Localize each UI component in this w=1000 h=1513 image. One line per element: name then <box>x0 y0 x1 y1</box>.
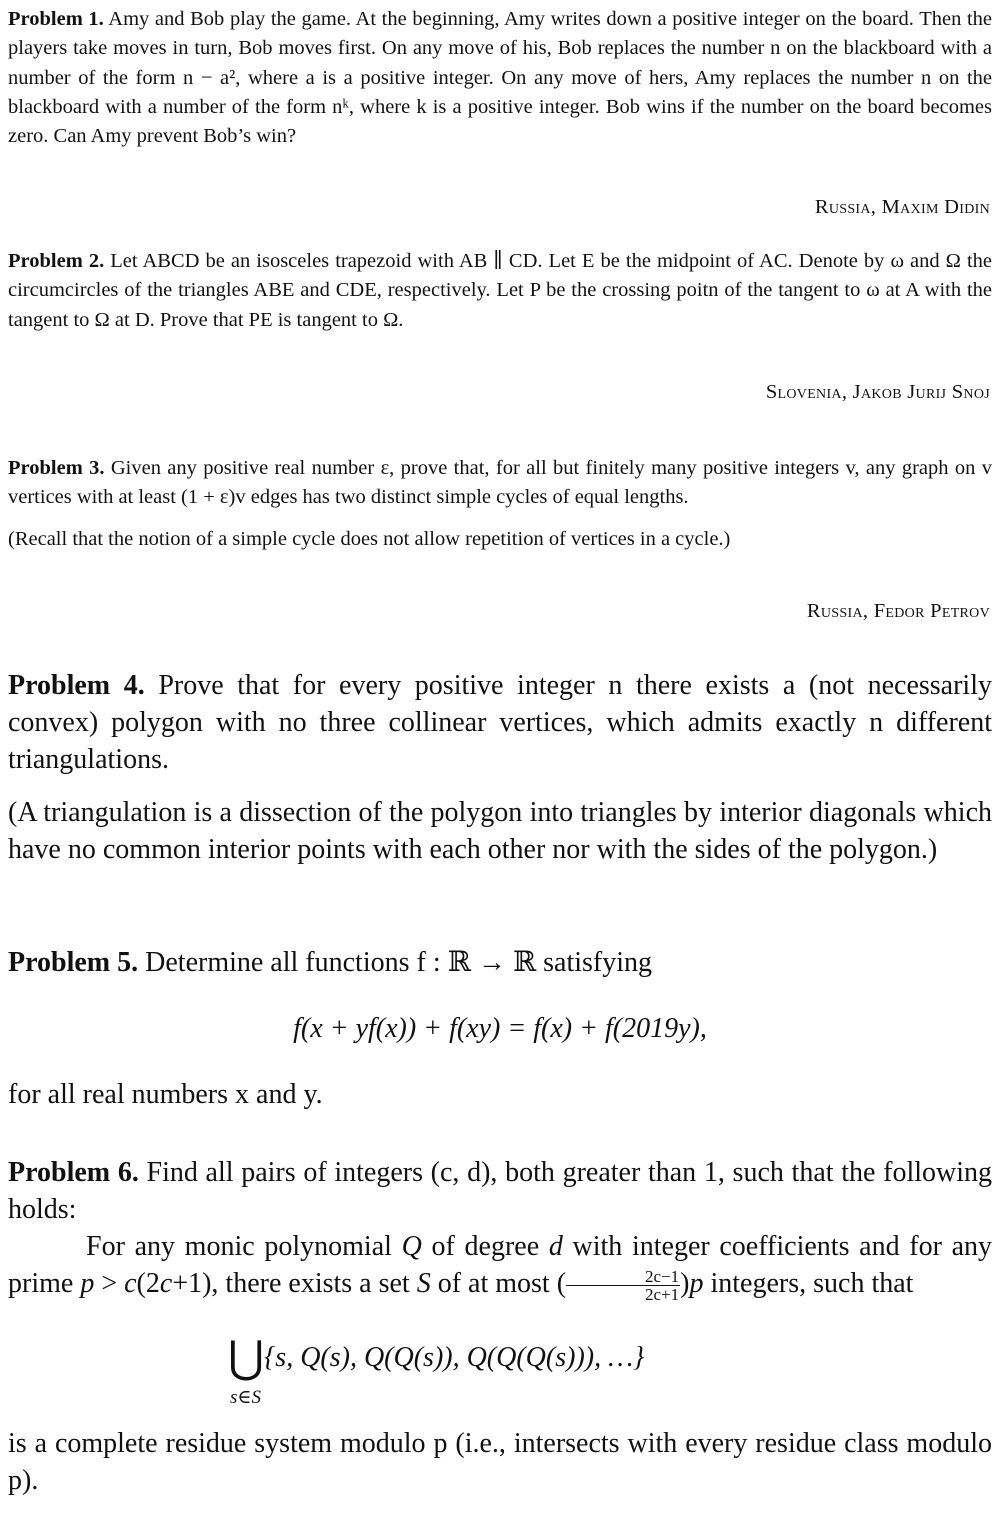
problem-4 <box>8 667 992 868</box>
problem-3-label: Problem 3. <box>8 457 105 479</box>
problem-4-label: Problem 4. <box>8 670 145 701</box>
big-union-symbol: ⋃ <box>228 1333 265 1382</box>
problem-1-label: Problem 1. <box>8 8 104 30</box>
problem-6-after: is a complete residue system modulo p (i.e., intersects with every residue class modulo p). <box>8 1428 992 1496</box>
problem-6-union-expression: {s, Q(s), Q(Q(s)), Q(Q(Q(s))), …} <box>264 1342 645 1373</box>
problem-3-statement <box>8 454 992 513</box>
problem-5-equation: f(x + yf(x)) + f(xy) = f(x) + f(2019y), <box>293 1013 707 1044</box>
problem-6-union-formula <box>228 1332 644 1383</box>
problem-6-conclusion <box>8 1425 992 1499</box>
problem-6-body: For any monic polynomial Q of degree d with integer coefficients and for any prime p > c(2c+1), there exists a set S of at most ( $\frac{2c-1}{2c+1}$ )p integers, such that <box>8 1231 993 1305</box>
problem-3-text: Given any positive real number ε, prove that, for all but finitely many positive integers v, any graph on v vertices with at least (1 + ε)v edges has two distinct simple cycles of equal lengths. <box>8 457 992 509</box>
problem-1-text: Amy and Bob play the game. At the beginning, Amy writes down a positive integer on the board. Then the players take moves in turn, Bob moves first. On any move of his, Bob replaces the number n on the blackboard with a number of the form n − a², where a is a positive integer. On any move of hers, Amy replaces the number n on the blackboard with a number of the form nᵏ, where k is a positive integer. Bob wins if the number on the board becomes zero. Can Amy prevent Bob’s win? <box>8 8 992 148</box>
problem-1 <box>8 5 992 151</box>
problem-6-label: Problem 6. <box>8 1157 139 1188</box>
problem-2 <box>8 247 992 335</box>
problem-1-statement <box>8 5 992 151</box>
problem-2-label: Problem 2. <box>8 250 105 272</box>
problem-4-statement <box>8 667 992 778</box>
problem-6-statement <box>8 1154 992 1228</box>
problem-4-text: Prove that for every positive integer n there exists a (not necessarily convex) polygon with no three collinear vertices, which admits exactly n different triangulations. <box>8 670 992 775</box>
problem-5-label: Problem 5. <box>8 947 139 978</box>
problem-6-fraction-numerator: 2c−1 <box>566 1268 680 1286</box>
problem-6-fraction-denominator: 2c+1 <box>645 1285 680 1305</box>
problem-6-text: Find all pairs of integers (c, d), both greater than 1, such that the following holds: <box>8 1157 992 1225</box>
problem-5-text: Determine all functions f : ℝ → ℝ satisfying <box>145 947 653 978</box>
problem-6-fraction <box>566 1268 680 1303</box>
problem-3-note: (Recall that the notion of a simple cycle does not allow repetition of vertices in a cycle.) <box>8 527 731 550</box>
problem-3-author: Russia, Fedor Petrov <box>806 600 990 622</box>
problem-2-text: Let ABCD be an isosceles trapezoid with AB ∥ CD. Let E be the midpoint of AC. Denote by ω and Ω the circumcircles of the triangles ABE and CDE, respectively. Let P be the crossing poitn of the tangent to ω at A with the tangent to Ω at D. Prove that PE is tangent to Ω. <box>8 250 992 331</box>
problem-4-note: (A triangulation is a dissection of the polygon into triangles by interior diagonals which have no common interior points with each other nor with the sides of the polygon.) <box>8 797 992 865</box>
problem-2-statement <box>8 247 992 335</box>
problem-6 <box>8 1154 992 1303</box>
problem-5-after: for all real numbers x and y. <box>8 1079 323 1110</box>
problem-5-statement <box>8 944 992 981</box>
problem-2-author: Slovenia, Jakob Jurij Snoj <box>765 381 990 403</box>
problem-6-union-index: s∈S <box>230 1387 261 1408</box>
problem-3 <box>8 454 992 554</box>
problem-1-author: Russia, Maxim Didin <box>814 196 990 218</box>
problem-5 <box>8 944 992 1113</box>
